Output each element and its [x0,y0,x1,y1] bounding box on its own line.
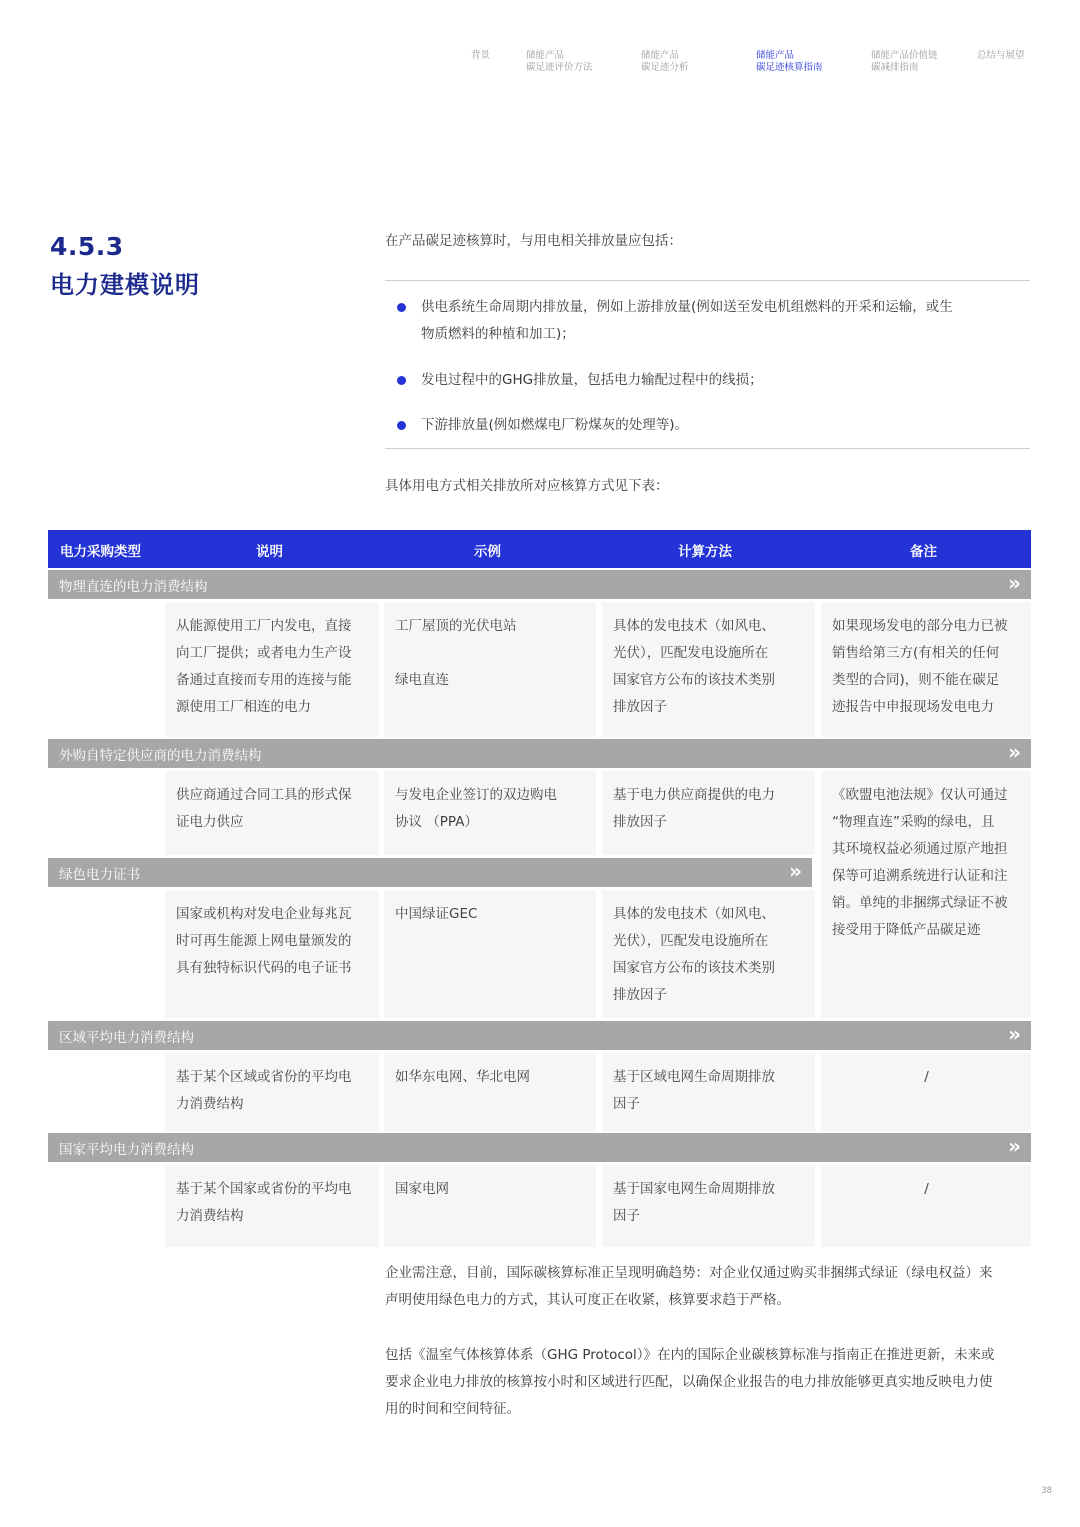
cell-line: 排放因子 [613,699,667,715]
cell-line: 从能源使用工厂内发电，直接 [176,618,352,634]
cell-line: 《欧盟电池法规》仅认可通过 [832,787,1008,803]
cell-desc [165,1165,379,1247]
nav-item-background[interactable] [471,50,490,62]
header-example: 示例 [474,544,501,560]
group-label: 外购自特定供应商的电力消费结构 [59,748,262,764]
cell-line: 排放因子 [613,987,667,1003]
group-label: 国家平均电力消费结构 [59,1142,194,1158]
nav-sublabel: 碳足迹分析 [641,62,689,73]
section-title: 电力建模说明 [50,271,200,299]
nav-label: 储能产品 [526,50,565,61]
double-chevron-right-icon: » [1008,1022,1021,1046]
cell-line: 证电力供应 [176,814,244,830]
bullet-dot-icon [397,421,406,430]
double-chevron-right-icon: » [1008,571,1021,595]
double-chevron-right-icon: » [1008,740,1021,764]
nav-item-accounting-guide[interactable] [756,50,823,74]
cell-note-merged [821,771,1031,1018]
cell-line: 具体的发电技术（如风电、 [613,906,775,922]
cell-line: 基于某个国家或省份的平均电 [176,1181,352,1197]
section-number: 4.5.3 [50,232,124,261]
cell-line: 备通过直接而专用的连接与能 [176,672,352,688]
cell-note [821,1053,1031,1131]
cell-line: 向工厂提供；或者电力生产设 [176,645,352,661]
header-method: 计算方法 [678,544,732,560]
group-band-green-certificate [48,858,812,887]
cell-line: 接受用于降低产品碳足迹 [832,922,981,938]
nav-item-value-chain[interactable] [871,50,938,74]
cell-line: 源使用工厂相连的电力 [176,699,311,715]
cell-line: 基于某个区域或省份的平均电 [176,1069,352,1085]
bullet-dot-icon [397,303,406,312]
group-band-specific-supplier [48,739,1031,768]
group-label: 区域平均电力消费结构 [59,1030,194,1046]
bullet-line: 物质燃料的种植和加工)； [421,326,575,342]
cell-desc [165,890,379,1018]
header-desc: 说明 [256,544,283,560]
cell-line: 保等可追溯系统进行认证和注 [832,868,1008,884]
cell-method [602,1165,815,1247]
group-band-national-average [48,1133,1031,1162]
bullet-item [397,412,1030,439]
cell-line: 基于区域电网生命周期排放 [613,1069,775,1085]
cell-note [821,1165,1031,1247]
cell-line: 国家电网 [395,1181,449,1197]
cell-line: 类型的合同)，则不能在碳足 [832,672,1000,688]
bullet-line: 下游排放量(例如燃煤电厂粉煤灰的处理等)。 [421,417,689,433]
cell-note [821,602,1031,737]
nav-label: 总结与展望 [977,50,1025,61]
cell-line: 供应商通过合同工具的形式保 [176,787,352,803]
paragraph-line: 要求企业电力排放的核算按小时和区域进行匹配，以确保企业报告的电力排放能够更真实地反映电力使 [385,1374,993,1390]
cell-line: 基于电力供应商提供的电力 [613,787,775,803]
cell-line: 销。单纯的非捆绑式绿证不被 [832,895,1008,911]
cell-line: 国家官方公布的该技术类别 [613,672,775,688]
cell-line: 基于国家电网生命周期排放 [613,1181,775,1197]
cell-spacer [395,640,586,667]
cell-line: 迹报告中申报现场发电电力 [832,699,994,715]
bullet-line: 发电过程中的GHG排放量，包括电力输配过程中的线损； [421,372,763,388]
header-type: 电力采购类型 [60,544,141,560]
cell-line: 中国绿证GEC [395,906,478,922]
paragraph-line: 包括《温室气体核算体系（GHG Protocol）》在内的国际企业碳核算标准与指南正在推进更新，未来或 [385,1347,995,1363]
cell-desc [165,1053,379,1131]
cell-method [602,602,815,737]
cell-desc [165,771,379,855]
closing-paragraph-1 [385,1260,1035,1314]
cell-line: 协议 （PPA） [395,814,478,830]
cell-line: 工厂屋顶的光伏电站 [395,618,517,634]
nav-label: 背景 [471,50,491,61]
group-label: 绿色电力证书 [59,867,140,883]
table-header [48,530,1031,568]
bullet-item [397,294,1030,348]
bullet-line: 供电系统生命周期内排放量，例如上游排放量(例如送至发电机组燃料的开采和运输，或生 [421,299,953,315]
paragraph-line: 企业需注意，目前，国际碳核算标准正呈现明确趋势：对企业仅通过购买非捆绑式绿证（绿电权益）来 [385,1265,993,1281]
cell-line: 国家或机构对发电企业每兆瓦 [176,906,352,922]
cell-method [602,890,815,1018]
cell-method [602,771,815,855]
table-intro-text: 具体用电方式相关排放所对应核算方式见下表： [385,478,669,494]
intro-text: 在产品碳足迹核算时，与用电相关排放量应包括： [385,233,682,249]
cell-line: 具体的发电技术（如风电、 [613,618,775,634]
cell-line: 与发电企业签订的双边购电 [395,787,557,803]
group-band-direct [48,570,1031,599]
cell-line: 时可再生能源上网电量颁发的 [176,933,352,949]
cell-line: 其环境权益必须通过原产地担 [832,841,1008,857]
nav-label: 储能产品 [756,50,795,61]
cell-method [602,1053,815,1131]
cell-line: 国家官方公布的该技术类别 [613,960,775,976]
cell-example [384,1053,596,1131]
cell-line: “物理直连”采购的绿电，且 [832,814,995,830]
cell-line: 绿电直连 [395,672,449,688]
cell-line: 因子 [613,1096,640,1112]
cell-line: 具有独特标识代码的电子证书 [176,960,352,976]
group-label: 物理直连的电力消费结构 [59,579,208,595]
cell-example [384,890,596,1018]
nav-sublabel: 碳足迹评价方法 [526,62,593,73]
cell-line: 因子 [613,1208,640,1224]
paragraph-line: 用的时间和空间特征。 [385,1401,520,1417]
cell-line: 如华东电网、华北电网 [395,1069,530,1085]
group-band-regional-average [48,1021,1031,1050]
cell-example [384,1165,596,1247]
cell-line: 光伏），匹配发电设施所在 [613,645,769,661]
header-note: 备注 [910,544,937,560]
cell-line: 力消费结构 [176,1208,244,1224]
divider [385,280,1030,281]
bullet-item [397,367,1030,394]
closing-paragraph-2 [385,1342,1035,1423]
cell-line: 光伏），匹配发电设施所在 [613,933,769,949]
cell-line: / [924,1181,929,1197]
page-number: 38 [1041,1486,1052,1496]
cell-desc [165,602,379,737]
nav-label: 储能产品 [641,50,680,61]
paragraph-line: 声明使用绿色电力的方式，其认可度正在收紧，核算要求趋于严格。 [385,1292,790,1308]
nav-label: 储能产品价值链 [871,50,938,61]
cell-example [384,771,596,855]
nav-item-evaluation-method[interactable] [526,50,593,74]
double-chevron-right-icon: » [789,859,802,883]
nav-item-summary[interactable] [977,50,1025,62]
double-chevron-right-icon: » [1008,1134,1021,1158]
cell-line: 排放因子 [613,814,667,830]
cell-line: 销售给第三方(有相关的任何 [832,645,1000,661]
cell-example [384,602,596,737]
divider [385,448,1030,449]
nav-item-footprint-analysis[interactable] [641,50,689,74]
cell-line: 力消费结构 [176,1096,244,1112]
nav-sublabel: 碳足迹核算指南 [756,62,823,73]
cell-line: / [924,1069,929,1085]
cell-line: 如果现场发电的部分电力已被 [832,618,1008,634]
nav-sublabel: 碳减排指南 [871,62,919,73]
bullet-dot-icon [397,376,406,385]
